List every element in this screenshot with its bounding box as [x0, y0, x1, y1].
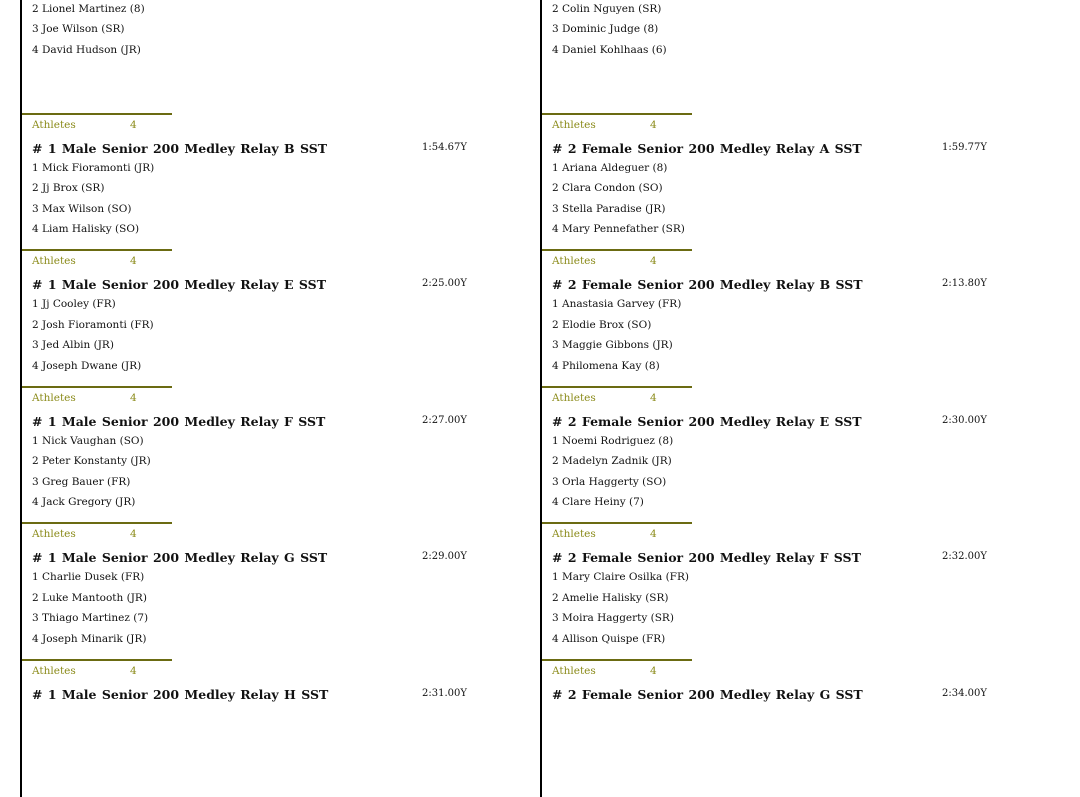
swimmer-list [552, 158, 1010, 240]
swimmer-item: 2 Clara Condon (SO) [552, 178, 1010, 199]
swimmer-list [32, 567, 490, 649]
left-column [20, 0, 490, 797]
seed-time: 2:30.00Y [942, 411, 987, 431]
relay-title: # 2 Female Senior 200 Medley Relay F SST [552, 550, 861, 565]
swimmer-item: 3 Orla Haggerty (SO) [552, 472, 1010, 493]
athletes-row [552, 524, 1010, 544]
athletes-row [32, 115, 490, 135]
athletes-label: Athletes [32, 665, 76, 677]
relay-heading [552, 547, 1010, 567]
relay-entry [552, 251, 1010, 388]
swimmer-item: 2 Lionel Martinez (8) [32, 0, 490, 19]
relay-title: # 2 Female Senior 200 Medley Relay A SST [552, 141, 862, 156]
seed-time: 2:31.00Y [422, 684, 467, 704]
athletes-count: 4 [650, 251, 657, 271]
swimmer-item: 3 Thiago Martinez (7) [32, 608, 490, 629]
seed-time: 2:13.80Y [942, 274, 987, 294]
relay-entry [32, 388, 490, 525]
swimmer-item: 3 Joe Wilson (SR) [32, 19, 490, 40]
swimmer-item: 3 Dominic Judge (8) [552, 19, 1010, 40]
swimmer-item: 2 Luke Mantooth (JR) [32, 588, 490, 609]
swimmer-item: 1 Mary Claire Osilka (FR) [552, 567, 1010, 588]
seed-time: 2:27.00Y [422, 411, 467, 431]
athletes-label: Athletes [552, 392, 596, 404]
relay-title: # 2 Female Senior 200 Medley Relay B SST [552, 277, 863, 292]
athletes-label: Athletes [552, 528, 596, 540]
swimmer-list [32, 294, 490, 376]
swimmer-item: 1 Noemi Rodriguez (8) [552, 431, 1010, 452]
swimmer-list [32, 158, 490, 240]
swimmer-item: 4 Clare Heiny (7) [552, 492, 1010, 513]
swimmer-item: 4 David Hudson (JR) [32, 40, 490, 61]
swimmer-list [32, 431, 490, 513]
swimmer-item: 2 Madelyn Zadnik (JR) [552, 451, 1010, 472]
seed-time: 2:34.00Y [942, 684, 987, 704]
swimmer-item: 2 Colin Nguyen (SR) [552, 0, 1010, 19]
seed-time: 1:59.77Y [942, 138, 987, 158]
swimmer-item: 3 Stella Paradise (JR) [552, 199, 1010, 220]
swimmer-item: 3 Moira Haggerty (SR) [552, 608, 1010, 629]
swimmer-item: 4 Allison Quispe (FR) [552, 629, 1010, 650]
relay-entry [552, 0, 1010, 115]
athletes-row [552, 251, 1010, 271]
swimmer-list [552, 431, 1010, 513]
athletes-row [32, 524, 490, 544]
swimmer-item: 2 Jj Brox (SR) [32, 178, 490, 199]
athletes-row [552, 388, 1010, 408]
swimmer-item: 4 Philomena Kay (8) [552, 356, 1010, 377]
athletes-count: 4 [650, 524, 657, 544]
athletes-label: Athletes [32, 528, 76, 540]
relay-heading [552, 684, 1010, 704]
swimmer-item: 4 Joseph Minarik (JR) [32, 629, 490, 650]
relay-entry [32, 251, 490, 388]
swimmer-item: 1 Charlie Dusek (FR) [32, 567, 490, 588]
relay-entry [32, 524, 490, 661]
relay-entry [32, 115, 490, 252]
relay-entry [552, 524, 1010, 661]
athletes-count: 4 [130, 251, 137, 271]
swimmer-item: 4 Liam Halisky (SO) [32, 219, 490, 240]
athletes-label: Athletes [32, 255, 76, 267]
swimmer-list [32, 0, 490, 60]
swimmer-item: 4 Mary Pennefather (SR) [552, 219, 1010, 240]
athletes-count: 4 [130, 115, 137, 135]
athletes-count: 4 [650, 388, 657, 408]
relay-title: # 2 Female Senior 200 Medley Relay G SST [552, 687, 863, 702]
swimmer-item: 1 Anastasia Garvey (FR) [552, 294, 1010, 315]
athletes-row [32, 661, 490, 681]
swimmer-item: 2 Elodie Brox (SO) [552, 315, 1010, 336]
swimmer-item: 1 Nick Vaughan (SO) [32, 431, 490, 452]
relay-entry [552, 661, 1010, 797]
relay-title: # 1 Male Senior 200 Medley Relay F SST [32, 414, 325, 429]
athletes-row [32, 388, 490, 408]
relay-title: # 1 Male Senior 200 Medley Relay H SST [32, 687, 328, 702]
swimmer-item: 1 Ariana Aldeguer (8) [552, 158, 1010, 179]
relay-title: # 1 Male Senior 200 Medley Relay E SST [32, 277, 326, 292]
seed-time: 2:25.00Y [422, 274, 467, 294]
relay-heading [32, 547, 490, 567]
athletes-count: 4 [650, 661, 657, 681]
seed-time: 2:32.00Y [942, 547, 987, 567]
relay-heading [552, 411, 1010, 431]
swimmer-item: 3 Jed Albin (JR) [32, 335, 490, 356]
swimmer-item: 4 Jack Gregory (JR) [32, 492, 490, 513]
right-column [540, 0, 1010, 797]
athletes-label: Athletes [552, 255, 596, 267]
athletes-label: Athletes [552, 119, 596, 131]
swimmer-item: 1 Mick Fioramonti (JR) [32, 158, 490, 179]
relay-entry [552, 388, 1010, 525]
relay-entry [552, 115, 1010, 252]
relay-heading [552, 138, 1010, 158]
swimmer-item: 3 Max Wilson (SO) [32, 199, 490, 220]
swimmer-item: 2 Peter Konstanty (JR) [32, 451, 490, 472]
athletes-count: 4 [130, 388, 137, 408]
swimmer-list [552, 567, 1010, 649]
relay-heading [32, 138, 490, 158]
swimmer-item: 2 Josh Fioramonti (FR) [32, 315, 490, 336]
athletes-row [552, 661, 1010, 681]
relay-heading [32, 411, 490, 431]
swimmer-item: 4 Daniel Kohlhaas (6) [552, 40, 1010, 61]
athletes-count: 4 [130, 661, 137, 681]
relay-title: # 1 Male Senior 200 Medley Relay B SST [32, 141, 327, 156]
athletes-row [552, 115, 1010, 135]
seed-time: 1:54.67Y [422, 138, 467, 158]
athletes-count: 4 [130, 524, 137, 544]
swimmer-list [552, 0, 1010, 60]
relay-title: # 2 Female Senior 200 Medley Relay E SST [552, 414, 862, 429]
athletes-label: Athletes [32, 392, 76, 404]
athletes-label: Athletes [552, 665, 596, 677]
athletes-row [32, 251, 490, 271]
swimmer-list [552, 294, 1010, 376]
swimmer-item: 1 Jj Cooley (FR) [32, 294, 490, 315]
relay-title: # 1 Male Senior 200 Medley Relay G SST [32, 550, 327, 565]
relay-entry [32, 0, 490, 115]
relay-heading [32, 684, 490, 704]
seed-time: 2:29.00Y [422, 547, 467, 567]
relay-heading [552, 274, 1010, 294]
athletes-count: 4 [650, 115, 657, 135]
swimmer-item: 4 Joseph Dwane (JR) [32, 356, 490, 377]
swimmer-item: 3 Maggie Gibbons (JR) [552, 335, 1010, 356]
relay-entry [32, 661, 490, 797]
athletes-label: Athletes [32, 119, 76, 131]
relay-heading [32, 274, 490, 294]
swimmer-item: 2 Amelie Halisky (SR) [552, 588, 1010, 609]
swimmer-item: 3 Greg Bauer (FR) [32, 472, 490, 493]
